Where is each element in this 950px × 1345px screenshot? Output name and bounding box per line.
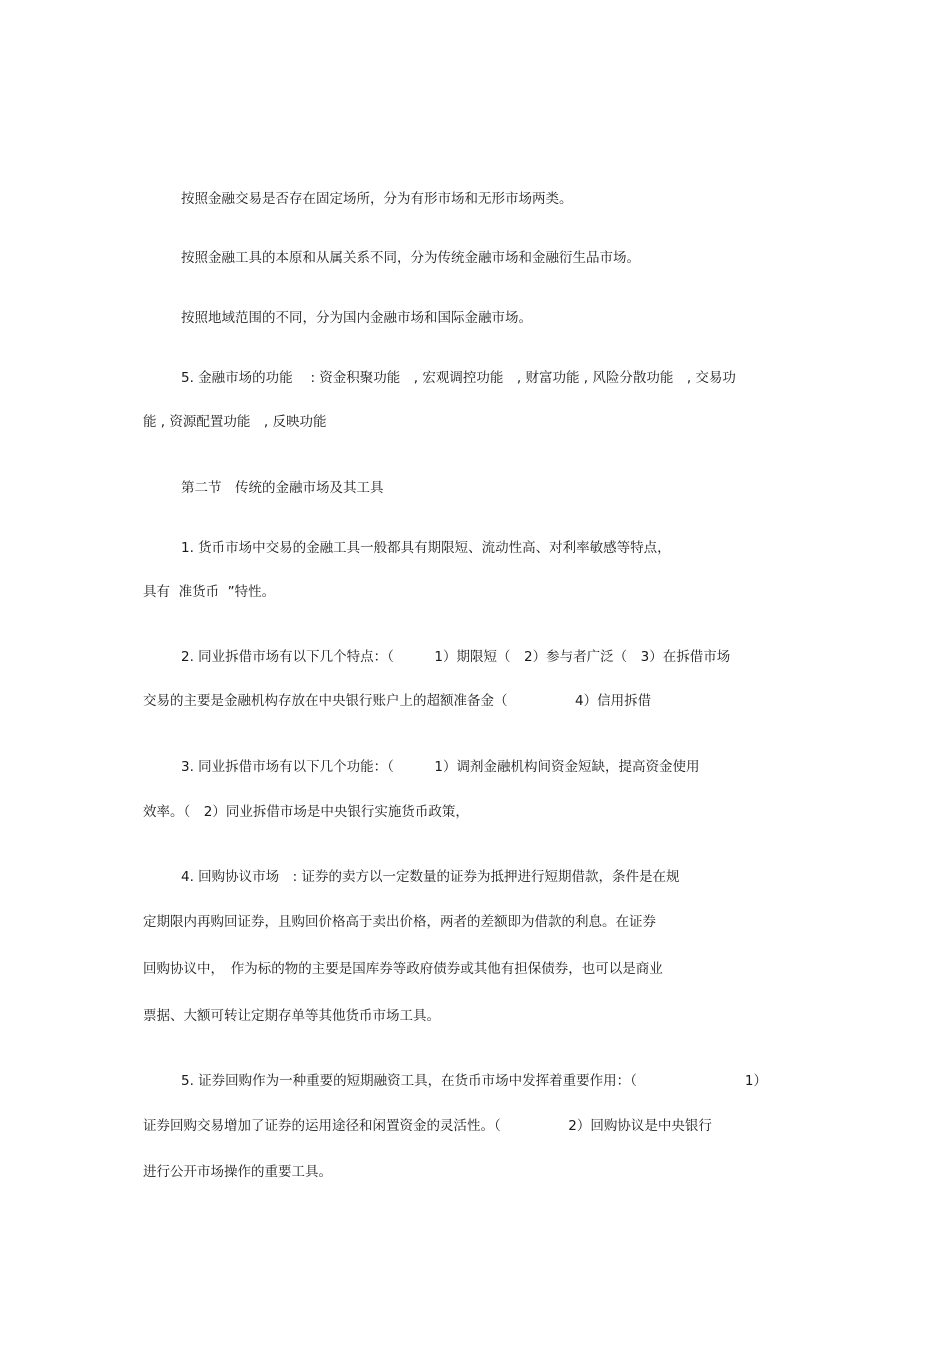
paragraph-line: 票据、大额可转让定期存单等其他货币市场工具。 [143, 1008, 440, 1024]
paragraph-line: 5. 金融市场的功能 : 资金积聚功能 , 宏观调控功能 , 财富功能 , 风险分散功能 , 交易功 [181, 370, 736, 386]
paragraph-line: 5. 证券回购作为一种重要的短期融资工具，在货币市场中发挥着重要作用：（ 1） [181, 1073, 768, 1089]
paragraph-line: 3. 同业拆借市场有以下几个功能：（ 1）调剂金融机构间资金短缺，提高资金使用 [181, 759, 700, 775]
paragraph-line: 4. 回购协议市场 : 证券的卖方以一定数量的证券为抵押进行短期借款，条件是在规 [181, 869, 680, 885]
paragraph-line: 2. 同业拆借市场有以下几个特点：（ 1）期限短（ 2）参与者广泛（ 3）在拆借市场 [181, 649, 731, 665]
paragraph-line: 1. 货币市场中交易的金融工具一般都具有期限短、流动性高、对利率敏感等特点， [181, 540, 671, 556]
paragraph-line: 定期限内再购回证券，且购回价格高于卖出价格，两者的差额即为借款的利息。在证券 [143, 914, 656, 930]
paragraph-line: 按照地域范围的不同，分为国内金融市场和国际金融市场。 [181, 310, 532, 326]
paragraph-line: 能 , 资源配置功能 , 反映功能 [143, 414, 327, 430]
paragraph-line: 证券回购交易增加了证券的运用途径和闲置资金的灵活性。（ 2）回购协议是中央银行 [143, 1118, 712, 1134]
paragraph-line: 回购协议中， 作为标的物的主要是国库券等政府债券或其他有担保债券，也可以是商业 [143, 961, 663, 977]
section-heading: 第二节 传统的金融市场及其工具 [181, 480, 384, 496]
paragraph-line: 按照金融工具的本原和从属关系不同，分为传统金融市场和金融衍生品市场。 [181, 250, 640, 266]
paragraph-line: 效率。（ 2）同业拆借市场是中央银行实施货币政策， [143, 804, 469, 820]
paragraph-line: 按照金融交易是否存在固定场所，分为有形市场和无形市场两类。 [181, 191, 573, 207]
paragraph-line: 进行公开市场操作的重要工具。 [143, 1164, 332, 1180]
paragraph-line: 交易的主要是金融机构存放在中央银行账户上的超额准备金（ 4）信用拆借 [143, 693, 652, 709]
paragraph-line: 具有 准货币 ”特性。 [143, 584, 276, 600]
